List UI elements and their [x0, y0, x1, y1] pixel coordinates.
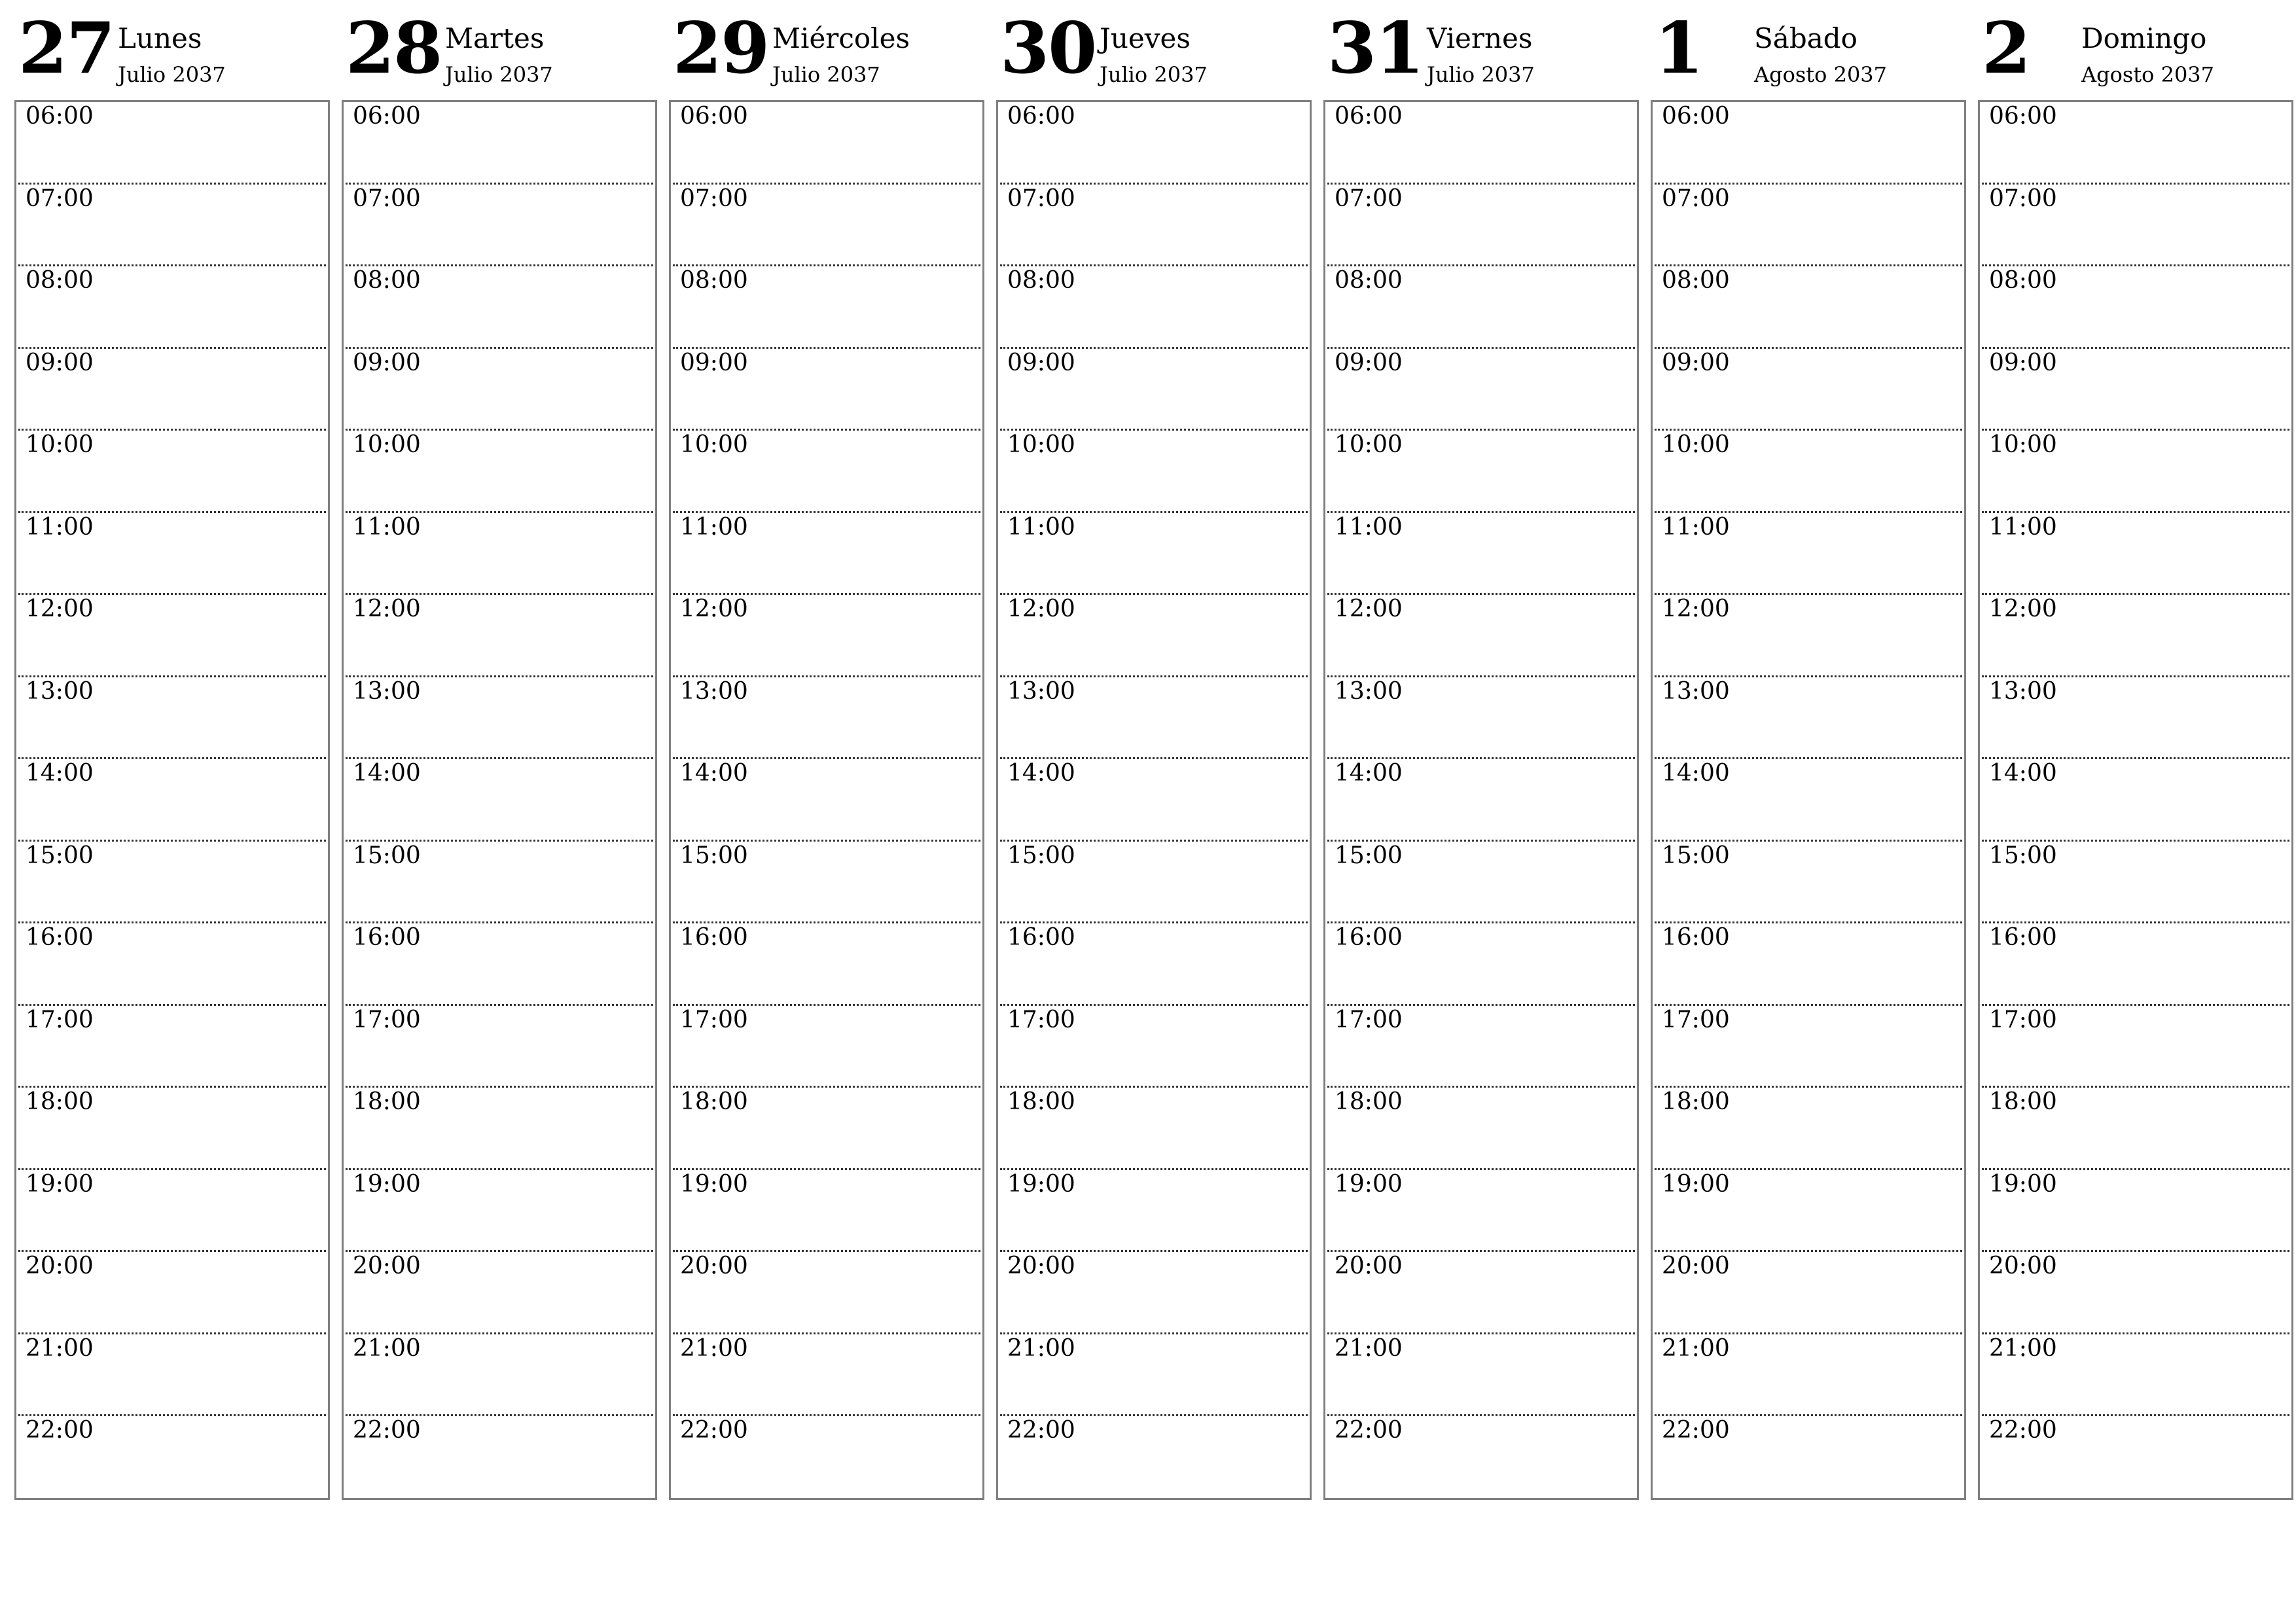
hour-label: 20:00 — [1335, 1253, 1403, 1279]
hour-label: 22:00 — [1989, 1417, 2057, 1444]
hour-slot[interactable] — [673, 1334, 980, 1417]
hour-label: 20:00 — [1662, 1253, 1730, 1279]
hour-slot[interactable] — [673, 1252, 980, 1334]
hour-slot[interactable] — [346, 513, 653, 596]
day-month-year: Agosto 2037 — [1754, 62, 1888, 87]
hour-label: 09:00 — [353, 349, 421, 376]
hour-slot[interactable] — [18, 1088, 326, 1170]
hour-label: 10:00 — [1335, 431, 1403, 458]
hour-slot[interactable] — [18, 842, 326, 924]
hourly-schedule-box — [669, 100, 984, 1500]
hour-slot[interactable] — [18, 1252, 326, 1334]
hour-label: 08:00 — [26, 267, 94, 294]
day-name: Sábado — [1754, 22, 1857, 54]
hour-label: 19:00 — [1989, 1170, 2057, 1198]
hour-label: 20:00 — [680, 1253, 748, 1279]
hour-label: 13:00 — [1989, 677, 2057, 705]
hour-slot[interactable] — [1655, 923, 1962, 1006]
hour-slot[interactable] — [1655, 1416, 1962, 1499]
hour-label: 19:00 — [1662, 1170, 1730, 1198]
hour-slot[interactable] — [1000, 185, 1308, 267]
hour-label: 09:00 — [1989, 349, 2057, 376]
day-column — [1651, 0, 1965, 1505]
hour-label: 11:00 — [353, 513, 421, 541]
hour-slot[interactable] — [1327, 102, 1635, 185]
hour-label: 17:00 — [353, 1006, 421, 1033]
hour-slot[interactable] — [18, 513, 326, 596]
hour-slot[interactable] — [1000, 1088, 1308, 1170]
day-number: 27 — [18, 7, 115, 90]
hour-slot[interactable] — [1655, 102, 1962, 185]
hour-slot[interactable] — [1327, 513, 1635, 596]
hour-label: 18:00 — [353, 1088, 421, 1115]
hour-label: 22:00 — [353, 1417, 421, 1444]
hour-slot[interactable] — [1655, 1170, 1962, 1253]
hour-label: 17:00 — [1335, 1006, 1403, 1033]
day-number: 31 — [1327, 7, 1424, 90]
day-month-year: Agosto 2037 — [2081, 62, 2215, 87]
hour-slot[interactable] — [1327, 431, 1635, 513]
hour-label: 06:00 — [353, 103, 421, 130]
hour-label: 11:00 — [1335, 513, 1403, 541]
hour-label: 06:00 — [680, 103, 748, 130]
hour-label: 14:00 — [1007, 760, 1075, 787]
hour-label: 08:00 — [1989, 267, 2057, 294]
hour-label: 14:00 — [353, 760, 421, 787]
hour-label: 13:00 — [1335, 677, 1403, 705]
hour-label: 14:00 — [680, 760, 748, 787]
hour-slot[interactable] — [1327, 759, 1635, 842]
hour-label: 09:00 — [1662, 349, 1730, 376]
hour-label: 08:00 — [353, 267, 421, 294]
hour-label: 06:00 — [1662, 103, 1730, 130]
hour-slot[interactable] — [1000, 349, 1308, 431]
hour-label: 09:00 — [1335, 349, 1403, 376]
hour-slot[interactable] — [18, 1170, 326, 1253]
hour-label: 14:00 — [1989, 760, 2057, 787]
hour-slot[interactable] — [1982, 513, 2289, 596]
hour-label: 21:00 — [26, 1334, 94, 1362]
hour-slot[interactable] — [1327, 349, 1635, 431]
hour-label: 15:00 — [1335, 842, 1403, 869]
hour-slot[interactable] — [1000, 842, 1308, 924]
hour-label: 16:00 — [1335, 924, 1403, 951]
day-number: 1 — [1655, 7, 1703, 90]
hour-label: 10:00 — [26, 431, 94, 458]
hour-label: 21:00 — [1335, 1334, 1403, 1362]
hour-label: 21:00 — [680, 1334, 748, 1362]
hour-slot[interactable] — [1655, 185, 1962, 267]
hour-label: 19:00 — [26, 1170, 94, 1198]
day-number: 2 — [1982, 7, 2030, 90]
day-column — [1323, 0, 1638, 1505]
hour-label: 18:00 — [680, 1088, 748, 1115]
day-header — [1323, 0, 1638, 99]
hour-slot[interactable] — [346, 842, 653, 924]
hour-slot[interactable] — [1982, 102, 2289, 185]
hour-slot[interactable] — [1655, 842, 1962, 924]
hourly-schedule-box — [1978, 100, 2293, 1500]
hour-label: 15:00 — [1662, 842, 1730, 869]
hour-slot[interactable] — [1327, 1416, 1635, 1499]
hour-slot[interactable] — [673, 431, 980, 513]
hour-slot[interactable] — [673, 1006, 980, 1088]
hour-slot[interactable] — [1327, 1252, 1635, 1334]
hour-label: 19:00 — [353, 1170, 421, 1198]
hour-slot[interactable] — [673, 677, 980, 760]
hour-slot[interactable] — [1982, 1170, 2289, 1253]
day-header — [14, 0, 329, 99]
hourly-schedule-box — [1323, 100, 1639, 1500]
hour-slot[interactable] — [18, 759, 326, 842]
hour-slot[interactable] — [1655, 677, 1962, 760]
hour-slot[interactable] — [18, 677, 326, 760]
hour-label: 10:00 — [353, 431, 421, 458]
hour-slot[interactable] — [1327, 1170, 1635, 1253]
hour-label: 12:00 — [1989, 596, 2057, 622]
hour-label: 16:00 — [26, 924, 94, 951]
hour-label: 15:00 — [1007, 842, 1075, 869]
hour-slot[interactable] — [673, 266, 980, 349]
hour-slot[interactable] — [346, 1088, 653, 1170]
hour-slot[interactable] — [1000, 266, 1308, 349]
hour-slot[interactable] — [673, 349, 980, 431]
hour-slot[interactable] — [1327, 1006, 1635, 1088]
hour-slot[interactable] — [1327, 842, 1635, 924]
hour-label: 16:00 — [1007, 924, 1075, 951]
hour-label: 07:00 — [353, 185, 421, 212]
hour-label: 12:00 — [1335, 596, 1403, 622]
day-column — [669, 0, 983, 1505]
hour-label: 13:00 — [353, 677, 421, 705]
hour-label: 10:00 — [680, 431, 748, 458]
hour-label: 08:00 — [680, 267, 748, 294]
hour-slot[interactable] — [18, 266, 326, 349]
hour-label: 18:00 — [1989, 1088, 2057, 1115]
hour-slot[interactable] — [1982, 595, 2289, 677]
hour-slot[interactable] — [673, 102, 980, 185]
hour-label: 16:00 — [1989, 924, 2057, 951]
hour-slot[interactable] — [18, 595, 326, 677]
hour-slot[interactable] — [1982, 923, 2289, 1006]
hour-slot[interactable] — [346, 1416, 653, 1499]
hour-slot[interactable] — [1327, 185, 1635, 267]
hour-slot[interactable] — [346, 431, 653, 513]
hour-slot[interactable] — [673, 1416, 980, 1499]
hour-label: 11:00 — [1662, 513, 1730, 541]
hour-slot[interactable] — [18, 431, 326, 513]
day-month-year: Julio 2037 — [1100, 62, 1208, 87]
hour-slot[interactable] — [1982, 266, 2289, 349]
hour-slot[interactable] — [346, 923, 653, 1006]
hour-slot[interactable] — [1000, 595, 1308, 677]
hour-slot[interactable] — [346, 1006, 653, 1088]
hour-slot[interactable] — [1327, 266, 1635, 349]
hour-slot[interactable] — [346, 759, 653, 842]
hour-slot[interactable] — [346, 349, 653, 431]
hour-label: 11:00 — [1007, 513, 1075, 541]
hour-slot[interactable] — [1000, 1334, 1308, 1417]
hour-slot[interactable] — [1000, 513, 1308, 596]
hour-label: 17:00 — [680, 1006, 748, 1033]
hour-label: 09:00 — [26, 349, 94, 376]
hour-slot[interactable] — [1000, 1416, 1308, 1499]
hour-slot[interactable] — [1327, 1088, 1635, 1170]
hour-label: 18:00 — [1007, 1088, 1075, 1115]
hour-slot[interactable] — [1000, 923, 1308, 1006]
hour-slot[interactable] — [673, 842, 980, 924]
hour-slot[interactable] — [1000, 1006, 1308, 1088]
hour-slot[interactable] — [673, 923, 980, 1006]
hour-slot[interactable] — [1000, 677, 1308, 760]
hour-slot[interactable] — [18, 185, 326, 267]
hour-label: 19:00 — [680, 1170, 748, 1198]
hour-slot[interactable] — [1655, 1252, 1962, 1334]
hour-label: 13:00 — [1007, 677, 1075, 705]
day-column — [1978, 0, 2292, 1505]
hour-label: 15:00 — [353, 842, 421, 869]
hour-label: 19:00 — [1007, 1170, 1075, 1198]
hour-slot[interactable] — [1000, 1170, 1308, 1253]
hour-slot[interactable] — [1982, 1006, 2289, 1088]
hour-label: 19:00 — [1335, 1170, 1403, 1198]
hour-slot[interactable] — [673, 595, 980, 677]
hour-label: 07:00 — [1335, 185, 1403, 212]
hour-label: 09:00 — [1007, 349, 1075, 376]
hour-label: 22:00 — [1335, 1417, 1403, 1444]
hour-slot[interactable] — [18, 1006, 326, 1088]
hour-label: 12:00 — [1007, 596, 1075, 622]
hour-label: 14:00 — [1662, 760, 1730, 787]
hour-label: 08:00 — [1007, 267, 1075, 294]
hour-label: 07:00 — [1989, 185, 2057, 212]
hour-label: 20:00 — [26, 1253, 94, 1279]
hour-label: 11:00 — [1989, 513, 2057, 541]
day-column — [14, 0, 329, 1505]
hour-label: 06:00 — [1007, 103, 1075, 130]
hourly-schedule-box — [996, 100, 1312, 1500]
hour-label: 18:00 — [26, 1088, 94, 1115]
hour-label: 07:00 — [26, 185, 94, 212]
hour-label: 17:00 — [26, 1006, 94, 1033]
hour-slot[interactable] — [673, 759, 980, 842]
hour-slot[interactable] — [1655, 349, 1962, 431]
hour-slot[interactable] — [1000, 102, 1308, 185]
hour-label: 20:00 — [1007, 1253, 1075, 1279]
hour-slot[interactable] — [673, 1088, 980, 1170]
hour-slot[interactable] — [346, 677, 653, 760]
hour-slot[interactable] — [346, 1334, 653, 1417]
hour-slot[interactable] — [1327, 1334, 1635, 1417]
hour-label: 12:00 — [680, 596, 748, 622]
hour-slot[interactable] — [1000, 759, 1308, 842]
hour-slot[interactable] — [1655, 266, 1962, 349]
hour-label: 17:00 — [1989, 1006, 2057, 1033]
hour-slot[interactable] — [346, 266, 653, 349]
day-number: 30 — [1000, 7, 1096, 90]
day-column — [996, 0, 1310, 1505]
hourly-schedule-box — [1651, 100, 1966, 1500]
hour-slot[interactable] — [18, 1416, 326, 1499]
hour-label: 22:00 — [1662, 1417, 1730, 1444]
day-name: Miércoles — [772, 22, 910, 54]
hour-slot[interactable] — [18, 349, 326, 431]
hour-slot[interactable] — [1982, 1416, 2289, 1499]
hour-slot[interactable] — [1655, 431, 1962, 513]
hour-slot[interactable] — [346, 102, 653, 185]
hour-slot[interactable] — [1000, 431, 1308, 513]
hour-label: 17:00 — [1007, 1006, 1075, 1033]
day-header — [342, 0, 656, 99]
hour-slot[interactable] — [346, 595, 653, 677]
hour-label: 20:00 — [1989, 1253, 2057, 1279]
hour-slot[interactable] — [1655, 1334, 1962, 1417]
hour-label: 12:00 — [353, 596, 421, 622]
hour-label: 13:00 — [1662, 677, 1730, 705]
hour-slot[interactable] — [18, 923, 326, 1006]
hour-label: 14:00 — [26, 760, 94, 787]
day-name: Lunes — [118, 22, 202, 54]
hour-label: 22:00 — [1007, 1417, 1075, 1444]
hour-slot[interactable] — [346, 185, 653, 267]
hour-label: 16:00 — [680, 924, 748, 951]
hour-slot[interactable] — [1000, 1252, 1308, 1334]
hourly-schedule-box — [14, 100, 330, 1500]
hour-label: 07:00 — [1007, 185, 1075, 212]
hour-slot[interactable] — [1655, 595, 1962, 677]
hour-label: 21:00 — [1007, 1334, 1075, 1362]
hour-label: 22:00 — [680, 1417, 748, 1444]
hour-label: 15:00 — [680, 842, 748, 869]
hour-label: 13:00 — [26, 677, 94, 705]
hour-slot[interactable] — [1655, 1006, 1962, 1088]
hour-label: 18:00 — [1335, 1088, 1403, 1115]
day-header — [669, 0, 983, 99]
day-month-year: Julio 2037 — [772, 62, 880, 87]
hour-slot[interactable] — [1982, 677, 2289, 760]
hour-label: 10:00 — [1007, 431, 1075, 458]
hour-label: 20:00 — [353, 1253, 421, 1279]
hour-slot[interactable] — [1982, 1088, 2289, 1170]
hour-label: 16:00 — [1662, 924, 1730, 951]
day-name: Domingo — [2081, 22, 2207, 54]
hour-label: 11:00 — [680, 513, 748, 541]
hour-label: 12:00 — [1662, 596, 1730, 622]
day-name: Viernes — [1427, 22, 1533, 54]
hour-slot[interactable] — [18, 102, 326, 185]
day-number: 29 — [673, 7, 769, 90]
hour-label: 16:00 — [353, 924, 421, 951]
hour-slot[interactable] — [1327, 595, 1635, 677]
day-name: Martes — [445, 22, 545, 54]
hour-slot[interactable] — [1327, 923, 1635, 1006]
hour-label: 08:00 — [1662, 267, 1730, 294]
hour-slot[interactable] — [1982, 349, 2289, 431]
day-header — [996, 0, 1310, 99]
hour-label: 17:00 — [1662, 1006, 1730, 1033]
hour-slot[interactable] — [1982, 1252, 2289, 1334]
hour-label: 07:00 — [680, 185, 748, 212]
hour-label: 10:00 — [1989, 431, 2057, 458]
hour-label: 15:00 — [26, 842, 94, 869]
day-number: 28 — [346, 7, 442, 90]
hour-label: 07:00 — [1662, 185, 1730, 212]
hour-slot[interactable] — [1982, 842, 2289, 924]
hour-label: 21:00 — [1989, 1334, 2057, 1362]
hour-slot[interactable] — [1327, 677, 1635, 760]
day-header — [1978, 0, 2292, 99]
day-header — [1651, 0, 1965, 99]
hour-label: 06:00 — [1335, 103, 1403, 130]
hour-slot[interactable] — [18, 1334, 326, 1417]
hour-label: 14:00 — [1335, 760, 1403, 787]
hour-label: 10:00 — [1662, 431, 1730, 458]
day-month-year: Julio 2037 — [445, 62, 553, 87]
hour-label: 13:00 — [680, 677, 748, 705]
hour-slot[interactable] — [673, 1170, 980, 1253]
hour-label: 22:00 — [26, 1417, 94, 1444]
hour-slot[interactable] — [1982, 431, 2289, 513]
day-column — [342, 0, 656, 1505]
day-month-year: Julio 2037 — [1427, 62, 1535, 87]
hour-label: 21:00 — [353, 1334, 421, 1362]
hour-label: 11:00 — [26, 513, 94, 541]
hour-label: 12:00 — [26, 596, 94, 622]
day-month-year: Julio 2037 — [118, 62, 226, 87]
hour-label: 08:00 — [1335, 267, 1403, 294]
day-name: Jueves — [1100, 22, 1191, 54]
hour-label: 06:00 — [26, 103, 94, 130]
hour-slot[interactable] — [1982, 185, 2289, 267]
hour-slot[interactable] — [346, 1170, 653, 1253]
hour-label: 06:00 — [1989, 103, 2057, 130]
hour-label: 09:00 — [680, 349, 748, 376]
hour-label: 21:00 — [1662, 1334, 1730, 1362]
hour-slot[interactable] — [673, 513, 980, 596]
hour-slot[interactable] — [1655, 513, 1962, 596]
hour-slot[interactable] — [1982, 1334, 2289, 1417]
hour-slot[interactable] — [673, 185, 980, 267]
hour-slot[interactable] — [346, 1252, 653, 1334]
hour-label: 15:00 — [1989, 842, 2057, 869]
hourly-schedule-box — [342, 100, 657, 1500]
hour-slot[interactable] — [1982, 759, 2289, 842]
hour-slot[interactable] — [1655, 759, 1962, 842]
hour-label: 18:00 — [1662, 1088, 1730, 1115]
hour-slot[interactable] — [1655, 1088, 1962, 1170]
